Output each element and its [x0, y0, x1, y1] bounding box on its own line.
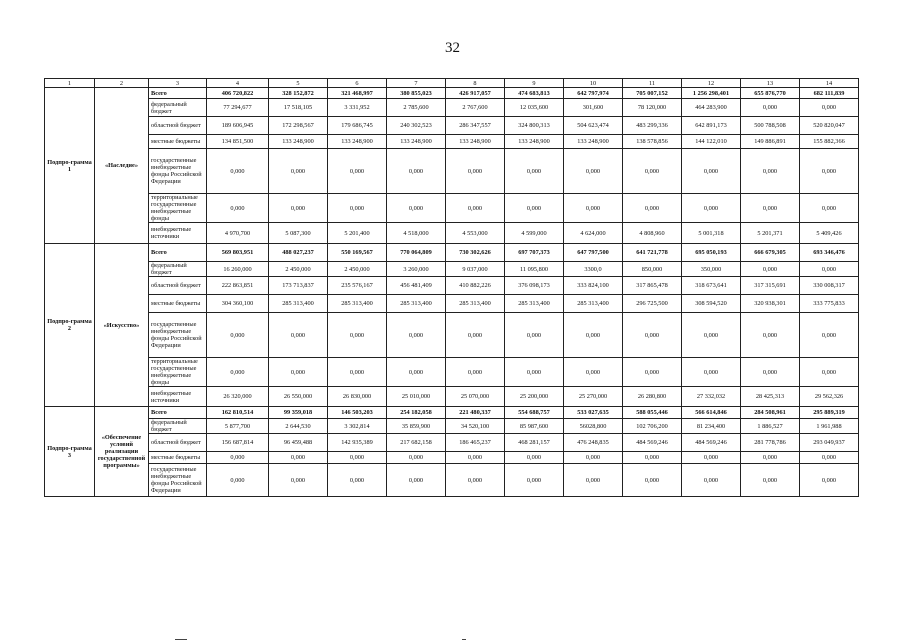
amount-cell: 308 594,520: [682, 295, 741, 313]
amount-cell: 2 785,600: [387, 99, 446, 117]
amount-cell: 330 008,317: [800, 277, 859, 295]
amount-cell: 5 201,400: [328, 223, 387, 244]
amount-cell: 85 987,600: [505, 419, 564, 434]
subprogram-number-cell: Подпро-грамма 1: [45, 88, 95, 244]
amount-cell: 99 359,018: [269, 407, 328, 419]
funding-source-cell: государственные внебюджетные фонды Российской Федерации: [149, 464, 207, 497]
table-row: [45, 244, 859, 262]
subprogram-name-cell: «Обеспечение условий реализации государственной программы»: [95, 407, 149, 497]
amount-cell: 324 800,313: [505, 117, 564, 135]
amount-cell: 96 459,488: [269, 434, 328, 452]
column-header: 11: [623, 79, 682, 88]
amount-cell: 0,000: [505, 452, 564, 464]
amount-cell: 0,000: [623, 452, 682, 464]
amount-cell: 0,000: [328, 452, 387, 464]
amount-cell: 0,000: [207, 464, 269, 497]
amount-cell: 26 550,000: [269, 387, 328, 407]
funding-source-cell: Всего: [149, 244, 207, 262]
amount-cell: 2 450,000: [328, 262, 387, 277]
amount-cell: 0,000: [564, 452, 623, 464]
amount-cell: 0,000: [207, 149, 269, 194]
amount-cell: 5 409,426: [800, 223, 859, 244]
amount-cell: 317 315,691: [741, 277, 800, 295]
subprogram-name-cell: «Искусство»: [95, 244, 149, 407]
amount-cell: 550 169,567: [328, 244, 387, 262]
amount-cell: 0,000: [505, 313, 564, 358]
amount-cell: 240 302,523: [387, 117, 446, 135]
funding-source-cell: государственные внебюджетные фонды Российской Федерации: [149, 149, 207, 194]
column-header: 14: [800, 79, 859, 88]
table-row: [45, 407, 859, 419]
amount-cell: 320 938,301: [741, 295, 800, 313]
amount-cell: 456 481,409: [387, 277, 446, 295]
column-header: 4: [207, 79, 269, 88]
amount-cell: 155 882,366: [800, 135, 859, 149]
amount-cell: 16 260,000: [207, 262, 269, 277]
amount-cell: 705 007,152: [623, 88, 682, 99]
amount-cell: 29 562,326: [800, 387, 859, 407]
amount-cell: 304 360,100: [207, 295, 269, 313]
amount-cell: 133 248,900: [564, 135, 623, 149]
table-row: [45, 149, 859, 194]
amount-cell: 25 200,000: [505, 387, 564, 407]
amount-cell: 693 346,476: [800, 244, 859, 262]
amount-cell: 0,000: [564, 358, 623, 387]
budget-table: [44, 78, 859, 497]
amount-cell: 217 682,158: [387, 434, 446, 452]
amount-cell: 0,000: [800, 194, 859, 223]
amount-cell: 0,000: [446, 452, 505, 464]
amount-cell: 0,000: [328, 313, 387, 358]
amount-cell: 642 891,173: [682, 117, 741, 135]
funding-source-cell: внебюджетные источники: [149, 387, 207, 407]
amount-cell: 5 087,300: [269, 223, 328, 244]
amount-cell: 2 450,000: [269, 262, 328, 277]
amount-cell: 569 803,951: [207, 244, 269, 262]
amount-cell: 0,000: [207, 452, 269, 464]
amount-cell: 588 055,446: [623, 407, 682, 419]
amount-cell: 520 820,047: [800, 117, 859, 135]
table-row: [45, 452, 859, 464]
amount-cell: 317 865,478: [623, 277, 682, 295]
amount-cell: 9 037,000: [446, 262, 505, 277]
amount-cell: 1 961,988: [800, 419, 859, 434]
amount-cell: 380 855,023: [387, 88, 446, 99]
amount-cell: 328 152,872: [269, 88, 328, 99]
amount-cell: 406 720,822: [207, 88, 269, 99]
amount-cell: 0,000: [328, 194, 387, 223]
table-row: [45, 99, 859, 117]
amount-cell: 484 569,246: [623, 434, 682, 452]
amount-cell: 0,000: [505, 358, 564, 387]
budget-table-body: [45, 79, 859, 497]
amount-cell: 0,000: [682, 464, 741, 497]
amount-cell: 0,000: [623, 194, 682, 223]
column-header: 6: [328, 79, 387, 88]
funding-source-cell: федеральный бюджет: [149, 99, 207, 117]
amount-cell: 5 001,318: [682, 223, 741, 244]
funding-source-cell: местные бюджеты: [149, 135, 207, 149]
funding-source-cell: федеральный бюджет: [149, 419, 207, 434]
amount-cell: 0,000: [446, 464, 505, 497]
amount-cell: 0,000: [564, 313, 623, 358]
amount-cell: 189 606,945: [207, 117, 269, 135]
funding-source-cell: местные бюджеты: [149, 452, 207, 464]
amount-cell: 0,000: [741, 452, 800, 464]
funding-source-cell: областной бюджет: [149, 117, 207, 135]
amount-cell: 0,000: [741, 99, 800, 117]
amount-cell: 0,000: [387, 358, 446, 387]
amount-cell: 4 808,960: [623, 223, 682, 244]
amount-cell: 1 886,527: [741, 419, 800, 434]
table-row: [45, 223, 859, 244]
amount-cell: 0,000: [269, 194, 328, 223]
amount-cell: 2 644,530: [269, 419, 328, 434]
amount-cell: 4 553,000: [446, 223, 505, 244]
amount-cell: 376 098,173: [505, 277, 564, 295]
amount-cell: 133 248,900: [446, 135, 505, 149]
amount-cell: 25 010,000: [387, 387, 446, 407]
amount-cell: 149 886,891: [741, 135, 800, 149]
amount-cell: 1 256 298,401: [682, 88, 741, 99]
amount-cell: 0,000: [800, 149, 859, 194]
amount-cell: 554 688,757: [505, 407, 564, 419]
amount-cell: 221 480,337: [446, 407, 505, 419]
amount-cell: 333 775,833: [800, 295, 859, 313]
table-row: [45, 387, 859, 407]
amount-cell: 281 778,786: [741, 434, 800, 452]
amount-cell: 0,000: [682, 313, 741, 358]
amount-cell: 410 882,226: [446, 277, 505, 295]
amount-cell: 695 050,193: [682, 244, 741, 262]
amount-cell: 0,000: [505, 464, 564, 497]
column-header: 3: [149, 79, 207, 88]
table-row: [45, 464, 859, 497]
amount-cell: 134 851,500: [207, 135, 269, 149]
amount-cell: 286 347,557: [446, 117, 505, 135]
amount-cell: 0,000: [387, 149, 446, 194]
amount-cell: 0,000: [800, 452, 859, 464]
column-header: 8: [446, 79, 505, 88]
amount-cell: 350,000: [682, 262, 741, 277]
amount-cell: 468 281,157: [505, 434, 564, 452]
amount-cell: 144 122,010: [682, 135, 741, 149]
amount-cell: 682 111,839: [800, 88, 859, 99]
amount-cell: 0,000: [741, 262, 800, 277]
amount-cell: 0,000: [564, 194, 623, 223]
amount-cell: 4 970,700: [207, 223, 269, 244]
amount-cell: 285 313,400: [446, 295, 505, 313]
amount-cell: 770 064,809: [387, 244, 446, 262]
amount-cell: 483 299,336: [623, 117, 682, 135]
amount-cell: 254 182,058: [387, 407, 446, 419]
amount-cell: 318 673,641: [682, 277, 741, 295]
amount-cell: 78 120,000: [623, 99, 682, 117]
amount-cell: 222 863,851: [207, 277, 269, 295]
amount-cell: 566 614,846: [682, 407, 741, 419]
amount-cell: 0,000: [446, 358, 505, 387]
amount-cell: 285 313,400: [564, 295, 623, 313]
amount-cell: 284 508,961: [741, 407, 800, 419]
amount-cell: 0,000: [741, 194, 800, 223]
amount-cell: 730 302,626: [446, 244, 505, 262]
table-row: [45, 277, 859, 295]
amount-cell: 293 049,937: [800, 434, 859, 452]
amount-cell: 173 713,837: [269, 277, 328, 295]
amount-cell: 666 679,305: [741, 244, 800, 262]
amount-cell: 35 859,900: [387, 419, 446, 434]
amount-cell: 0,000: [269, 149, 328, 194]
amount-cell: 296 725,500: [623, 295, 682, 313]
table-row: [45, 434, 859, 452]
amount-cell: 488 027,237: [269, 244, 328, 262]
amount-cell: 0,000: [207, 358, 269, 387]
column-header: 2: [95, 79, 149, 88]
amount-cell: 0,000: [800, 262, 859, 277]
amount-cell: 28 425,313: [741, 387, 800, 407]
amount-cell: 26 320,000: [207, 387, 269, 407]
amount-cell: 500 788,508: [741, 117, 800, 135]
amount-cell: 0,000: [623, 358, 682, 387]
amount-cell: 146 503,203: [328, 407, 387, 419]
header-row: [45, 79, 859, 88]
table-row: [45, 313, 859, 358]
amount-cell: 56028,800: [564, 419, 623, 434]
funding-source-cell: государственные внебюджетные фонды Российской Федерации: [149, 313, 207, 358]
amount-cell: 11 095,800: [505, 262, 564, 277]
amount-cell: 142 935,389: [328, 434, 387, 452]
amount-cell: 26 830,000: [328, 387, 387, 407]
amount-cell: 3 331,952: [328, 99, 387, 117]
amount-cell: 4 599,000: [505, 223, 564, 244]
amount-cell: 333 824,100: [564, 277, 623, 295]
amount-cell: 0,000: [446, 313, 505, 358]
column-header: 12: [682, 79, 741, 88]
amount-cell: 641 721,778: [623, 244, 682, 262]
funding-source-cell: территориальные государственные внебюджетные фонды: [149, 358, 207, 387]
amount-cell: 5 201,371: [741, 223, 800, 244]
amount-cell: 3300,0: [564, 262, 623, 277]
amount-cell: 533 027,635: [564, 407, 623, 419]
amount-cell: 34 520,100: [446, 419, 505, 434]
amount-cell: 697 707,373: [505, 244, 564, 262]
amount-cell: 301,600: [564, 99, 623, 117]
funding-source-cell: Всего: [149, 407, 207, 419]
amount-cell: 285 313,400: [387, 295, 446, 313]
amount-cell: 476 248,835: [564, 434, 623, 452]
subprogram-name-cell: «Наследие»: [95, 88, 149, 244]
table-row: [45, 419, 859, 434]
amount-cell: 0,000: [741, 149, 800, 194]
amount-cell: 0,000: [446, 194, 505, 223]
table-row: [45, 117, 859, 135]
amount-cell: 81 234,400: [682, 419, 741, 434]
amount-cell: 0,000: [682, 452, 741, 464]
amount-cell: 285 313,400: [505, 295, 564, 313]
amount-cell: 0,000: [387, 452, 446, 464]
funding-source-cell: областной бюджет: [149, 434, 207, 452]
amount-cell: 0,000: [387, 194, 446, 223]
amount-cell: 133 248,900: [387, 135, 446, 149]
amount-cell: 102 706,200: [623, 419, 682, 434]
amount-cell: 25 070,000: [446, 387, 505, 407]
amount-cell: 0,000: [682, 149, 741, 194]
amount-cell: 138 578,856: [623, 135, 682, 149]
table-row: [45, 135, 859, 149]
amount-cell: 0,000: [623, 464, 682, 497]
amount-cell: 0,000: [505, 194, 564, 223]
amount-cell: 426 917,057: [446, 88, 505, 99]
amount-cell: 27 332,032: [682, 387, 741, 407]
amount-cell: 464 283,900: [682, 99, 741, 117]
amount-cell: 3 302,814: [328, 419, 387, 434]
column-header: 10: [564, 79, 623, 88]
amount-cell: 0,000: [682, 194, 741, 223]
amount-cell: 25 270,000: [564, 387, 623, 407]
amount-cell: 5 877,700: [207, 419, 269, 434]
amount-cell: 0,000: [207, 194, 269, 223]
amount-cell: 179 686,745: [328, 117, 387, 135]
amount-cell: 186 465,237: [446, 434, 505, 452]
column-header: 7: [387, 79, 446, 88]
amount-cell: 0,000: [623, 313, 682, 358]
amount-cell: 0,000: [741, 313, 800, 358]
amount-cell: 0,000: [741, 464, 800, 497]
column-header: 1: [45, 79, 95, 88]
amount-cell: 0,000: [564, 464, 623, 497]
amount-cell: 484 569,246: [682, 434, 741, 452]
funding-source-cell: внебюджетные источники: [149, 223, 207, 244]
column-header: 5: [269, 79, 328, 88]
amount-cell: 642 797,974: [564, 88, 623, 99]
amount-cell: 285 313,400: [269, 295, 328, 313]
amount-cell: 655 876,770: [741, 88, 800, 99]
amount-cell: 156 687,814: [207, 434, 269, 452]
amount-cell: 850,000: [623, 262, 682, 277]
amount-cell: 0,000: [800, 99, 859, 117]
amount-cell: 26 280,800: [623, 387, 682, 407]
amount-cell: 133 248,900: [328, 135, 387, 149]
amount-cell: 295 889,319: [800, 407, 859, 419]
amount-cell: 321 468,997: [328, 88, 387, 99]
amount-cell: 0,000: [207, 313, 269, 358]
column-header: 13: [741, 79, 800, 88]
amount-cell: 0,000: [741, 358, 800, 387]
amount-cell: 0,000: [800, 358, 859, 387]
amount-cell: 12 035,600: [505, 99, 564, 117]
amount-cell: 0,000: [328, 464, 387, 497]
page-number: 32: [445, 40, 460, 56]
funding-source-cell: местные бюджеты: [149, 295, 207, 313]
amount-cell: 0,000: [623, 149, 682, 194]
subprogram-number-cell: Подпро-грамма 3: [45, 407, 95, 497]
funding-source-cell: Всего: [149, 88, 207, 99]
amount-cell: 172 298,567: [269, 117, 328, 135]
amount-cell: 0,000: [328, 358, 387, 387]
amount-cell: 133 248,900: [505, 135, 564, 149]
amount-cell: 285 313,400: [328, 295, 387, 313]
funding-source-cell: территориальные государственные внебюджетные фонды: [149, 194, 207, 223]
amount-cell: 0,000: [446, 149, 505, 194]
amount-cell: 17 518,105: [269, 99, 328, 117]
amount-cell: 133 248,900: [269, 135, 328, 149]
amount-cell: 0,000: [387, 464, 446, 497]
amount-cell: 0,000: [269, 452, 328, 464]
amount-cell: 474 683,813: [505, 88, 564, 99]
amount-cell: 4 518,000: [387, 223, 446, 244]
amount-cell: 162 810,514: [207, 407, 269, 419]
amount-cell: 0,000: [505, 149, 564, 194]
amount-cell: 0,000: [328, 149, 387, 194]
amount-cell: 0,000: [800, 464, 859, 497]
column-header: 9: [505, 79, 564, 88]
table-row: [45, 194, 859, 223]
amount-cell: 0,000: [682, 358, 741, 387]
amount-cell: 0,000: [564, 149, 623, 194]
amount-cell: 4 624,000: [564, 223, 623, 244]
subprogram-number-cell: Подпро-грамма 2: [45, 244, 95, 407]
amount-cell: 647 797,500: [564, 244, 623, 262]
amount-cell: 0,000: [800, 313, 859, 358]
amount-cell: 0,000: [269, 313, 328, 358]
table-row: [45, 88, 859, 99]
amount-cell: 504 623,474: [564, 117, 623, 135]
amount-cell: 235 576,167: [328, 277, 387, 295]
funding-source-cell: федеральный бюджет: [149, 262, 207, 277]
amount-cell: 0,000: [269, 464, 328, 497]
table-row: [45, 295, 859, 313]
amount-cell: 77 294,677: [207, 99, 269, 117]
table-row: [45, 358, 859, 387]
amount-cell: 0,000: [269, 358, 328, 387]
amount-cell: 2 767,600: [446, 99, 505, 117]
amount-cell: 3 260,000: [387, 262, 446, 277]
table-row: [45, 262, 859, 277]
amount-cell: 0,000: [387, 313, 446, 358]
funding-source-cell: областной бюджет: [149, 277, 207, 295]
